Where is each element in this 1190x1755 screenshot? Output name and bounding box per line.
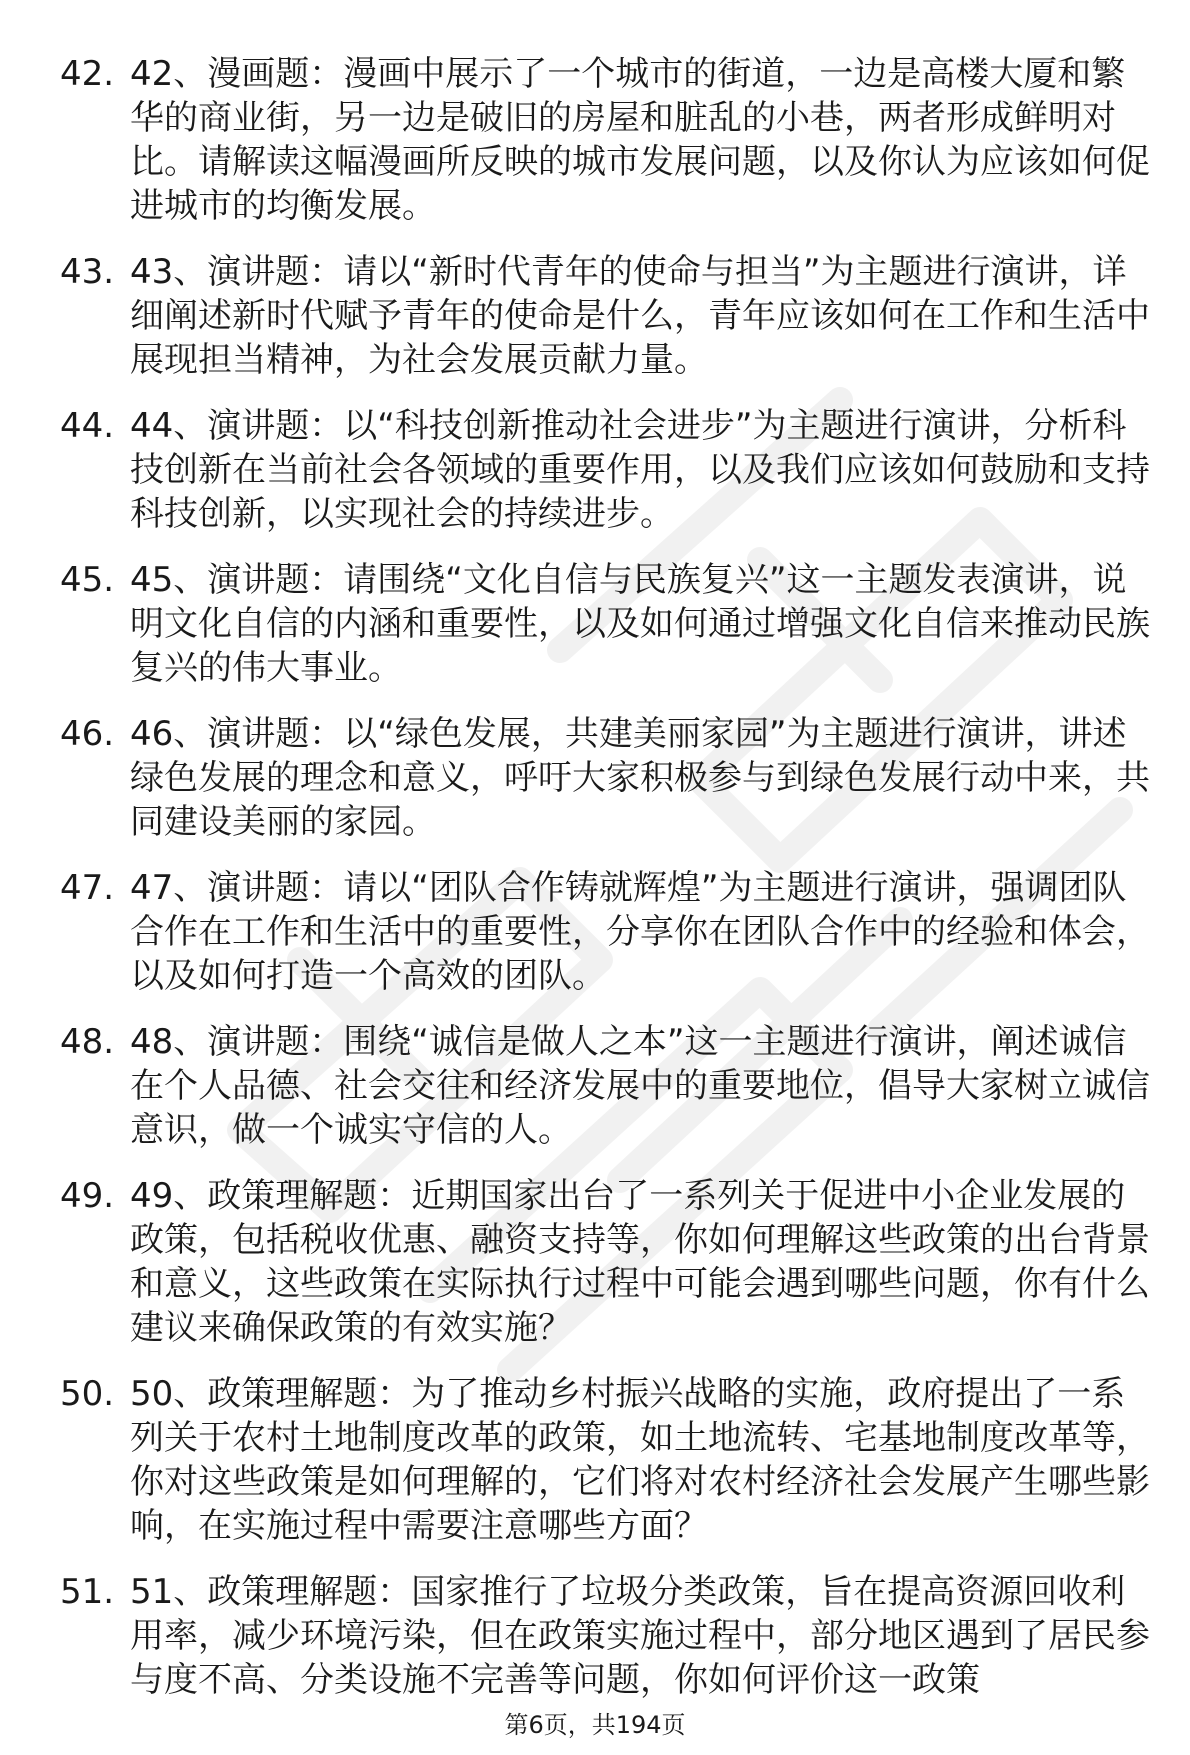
page-footer: 第6页，共194页 xyxy=(504,1711,686,1739)
question-number: 49. xyxy=(60,1176,115,1216)
question-text: 51、政策理解题：国家推行了垃圾分类政策，旨在提高资源回收利用率，减少环境污染，但在政策实施过程中，部分地区遇到了居民参与度不高、分类设施不完善等问题，你如何评价这一政策 xyxy=(130,1572,1150,1700)
question-number: 45. xyxy=(60,560,115,600)
question-number: 43. xyxy=(60,252,115,292)
question-item xyxy=(0,1372,1190,1548)
question-item xyxy=(0,52,1190,228)
question-number: 42. xyxy=(60,54,115,94)
question-number: 51. xyxy=(60,1572,115,1612)
question-text: 49、政策理解题：近期国家出台了一系列关于促进中小企业发展的政策，包括税收优惠、融资支持等，你如何理解这些政策的出台背景和意义，这些政策在实际执行过程中可能会遇到哪些问题，你有什么建议来确保政策的有效实施？ xyxy=(130,1176,1150,1348)
question-item xyxy=(0,404,1190,536)
question-item xyxy=(0,558,1190,690)
question-item xyxy=(0,866,1190,998)
question-number: 47. xyxy=(60,868,115,908)
question-text: 50、政策理解题：为了推动乡村振兴战略的实施，政府提出了一系列关于农村土地制度改革的政策，如土地流转、宅基地制度改革等，你对这些政策是如何理解的，它们将对农村经济社会发展产生哪些影响，在实施过程中需要注意哪些方面？ xyxy=(130,1374,1150,1546)
question-text: 46、演讲题：以“绿色发展，共建美丽家园”为主题进行演讲，讲述绿色发展的理念和意义，呼吁大家积极参与到绿色发展行动中来，共同建设美丽的家园。 xyxy=(130,714,1150,842)
question-number: 44. xyxy=(60,406,115,446)
question-text: 44、演讲题：以“科技创新推动社会进步”为主题进行演讲，分析科技创新在当前社会各领域的重要作用，以及我们应该如何鼓励和支持科技创新，以实现社会的持续进步。 xyxy=(130,406,1150,534)
question-item xyxy=(0,1570,1190,1702)
question-number: 46. xyxy=(60,714,115,754)
question-text: 43、演讲题：请以“新时代青年的使命与担当”为主题进行演讲，详细阐述新时代赋予青年的使命是什么，青年应该如何在工作和生活中展现担当精神，为社会发展贡献力量。 xyxy=(130,252,1150,380)
question-item xyxy=(0,1020,1190,1152)
question-list xyxy=(0,52,1190,1724)
question-text: 47、演讲题：请以“团队合作铸就辉煌”为主题进行演讲，强调团队合作在工作和生活中的重要性，分享你在团队合作中的经验和体会，以及如何打造一个高效的团队。 xyxy=(130,868,1150,996)
question-text: 48、演讲题：围绕“诚信是做人之本”这一主题进行演讲，阐述诚信在个人品德、社会交往和经济发展中的重要地位，倡导大家树立诚信意识，做一个诚实守信的人。 xyxy=(130,1022,1150,1150)
question-text: 45、演讲题：请围绕“文化自信与民族复兴”这一主题发表演讲，说明文化自信的内涵和重要性，以及如何通过增强文化自信来推动民族复兴的伟大事业。 xyxy=(130,560,1150,688)
question-item xyxy=(0,712,1190,844)
question-text: 42、漫画题：漫画中展示了一个城市的街道，一边是高楼大厦和繁华的商业街，另一边是破旧的房屋和脏乱的小巷，两者形成鲜明对比。请解读这幅漫画所反映的城市发展问题，以及你认为应该如何促进城市的均衡发展。 xyxy=(130,54,1150,226)
question-item xyxy=(0,1174,1190,1350)
question-number: 50. xyxy=(60,1374,115,1414)
question-number: 48. xyxy=(60,1022,115,1062)
question-item xyxy=(0,250,1190,382)
